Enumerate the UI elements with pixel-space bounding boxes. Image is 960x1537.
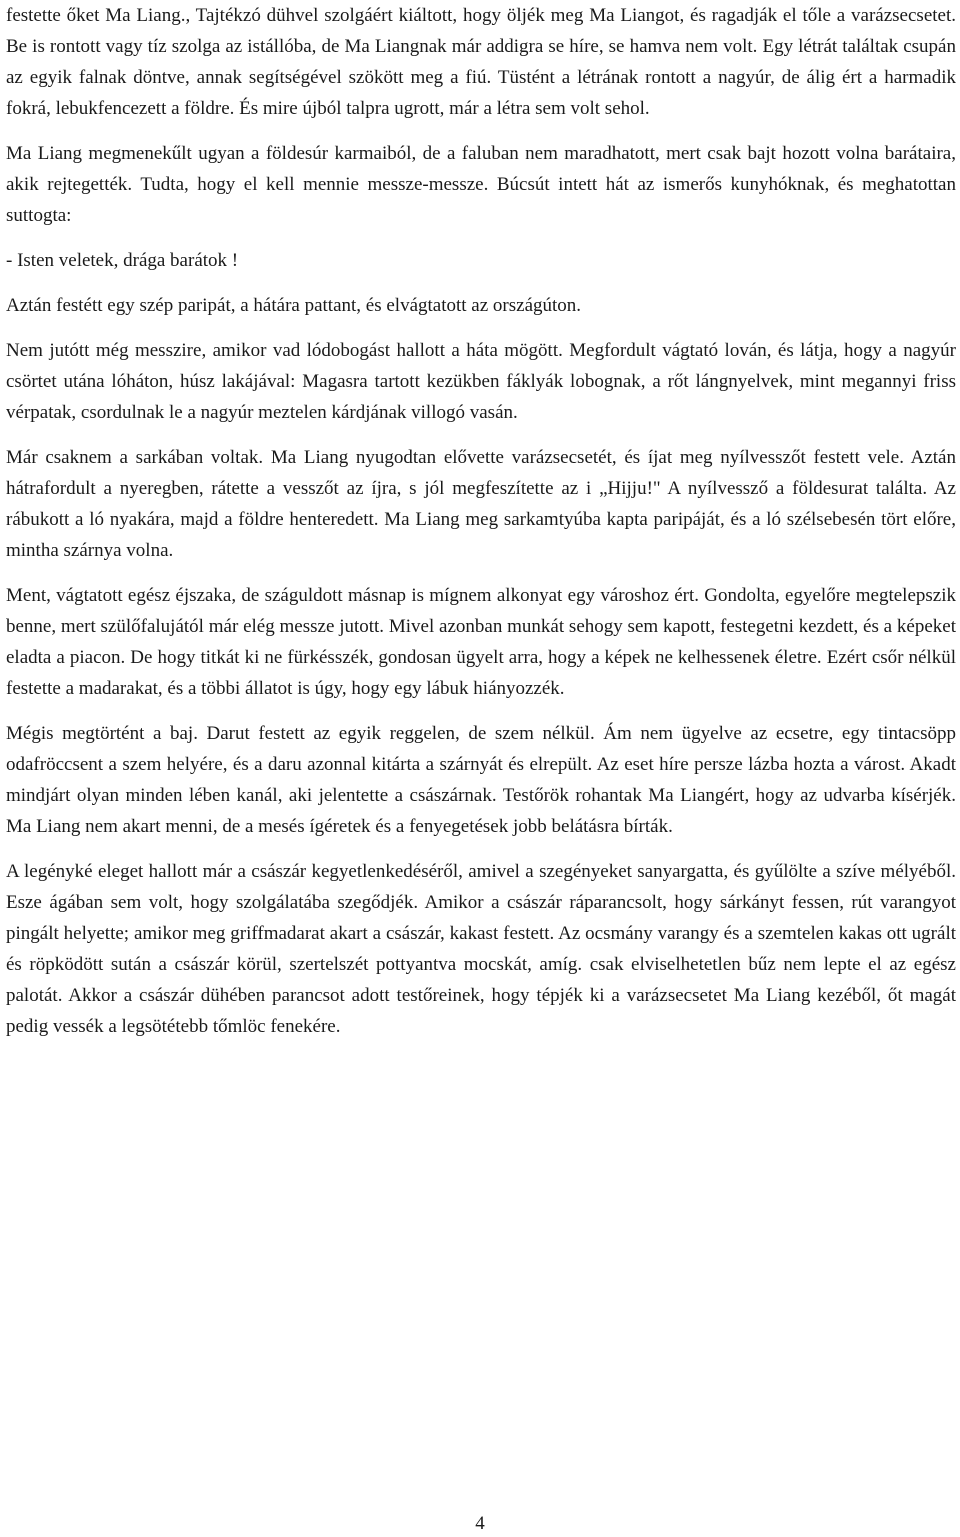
page-number: 4: [475, 1513, 485, 1534]
paragraph-8: Mégis megtörtént a baj. Darut festett az egyik reggelen, de szem nélkül. Ám nem ügyelve az ecsetre, egy tintacsöpp odafröccsent a szem helyére, és a daru azonnal kitárta a szárnyát és elrepült. Az eset híre persze lázba hozta a várost. Akadt mindjárt olyan minden lében kanál, aki jelentette a császárnak. Testőrök rohantak Ma Liangért, hogy az udvarba kísérjék. Ma Liang nem akart menni, de a mesés ígéretek és a fenyegetések jobb belátásra bírták.: [6, 723, 956, 837]
document-body: [6, 0, 956, 1042]
paragraph-3: - Isten veletek, drága barátok !: [6, 250, 239, 271]
paragraph-7: Ment, vágtatott egész éjszaka, de száguldott másnap is mígnem alkonyat egy városhoz ért. Gondolta, egyelőre megtelepszik benne, mert szülőfalujától már elég messze jutott. Mivel azonban munkát sehogy sem kapott, festegetni kezdett, és a képeket eladta a piacon. De hogy titkát ki ne fürkésszék, gondosan ügyelt arra, hogy a képek ne kelhessenek életre. Ezért csőr nélkül festette a madarakat, és a többi állatot is úgy, hogy egy lábuk hiányozzék.: [6, 585, 956, 699]
paragraph-4: Aztán festétt egy szép paripát, a hátára pattant, és elvágtatott az országúton.: [6, 295, 582, 316]
paragraph-1: festette őket Ma Liang., Tajtékzó dühvel szolgáért kiáltott, hogy öljék meg Ma Liangot, és ragadják el tőle a varázsecsetet. Be is rontott vagy tíz szolga az istállóba, de Ma Liangnak már addigra se híre, se hamva nem volt. Egy létrát találtak csupán az egyik falnak döntve, annak segítségével szökött meg a fiú. Tüstént a létrának rontott a nagyúr, de álig ért a harmadik fokrá, lebukfencezett a földre. És mire újból talpra ugrott, már a létra sem volt sehol.: [6, 5, 956, 119]
paragraph-5: Nem jutótt még messzire, amikor vad lódobogást hallott a háta mögött. Megfordult vágtató lován, és látja, hogy a nagyúr csörtet utána lóháton, húsz lakájával: Magasra tartott kezükben fáklyák lobognak, a rőt lángnyelvek, mint megannyi friss vérpatak, csordulnak le a nagyúr meztelen kárdjának villogó vasán.: [6, 340, 956, 423]
paragraph-9: A legényké eleget hallott már a császár kegyetlenkedéséről, amivel a szegényeket sanyargatta, és gyűlölte a szíve mélyéből. Esze ágában sem volt, hogy szolgálatába szegődjék. Amikor a császár ráparancsolt, hogy sárkányt fessen, rút varangyot pingált helyette; amikor meg griffmadarat akart a császár, kakast festett. Az ocsmány varangy és a szemtelen kakas ott ugrált és röpködött sután a császár körül, szertelszét pottyantva mocskát, amíg. csak elviselhetetlen bűz nem lepte el az egész palotát. Akkor a császár dühében parancsot adott testőreinek, hogy tépjék ki a varázsecsetet Ma Liang kezéből, őt magát pedig vessék a legsötétebb tőmlöc fenekére.: [6, 861, 956, 1037]
paragraph-2: Ma Liang megmenekűlt ugyan a földesúr karmaiból, de a faluban nem maradhatott, mert csak bajt hozott volna barátaira, akik rejtegették. Tudta, hogy el kell mennie messze-messze. Búcsút intett hát az ismerős kunyhóknak, és meghatottan suttogta:: [6, 143, 956, 226]
paragraph-6: Már csaknem a sarkában voltak. Ma Liang nyugodtan elővette varázsecsetét, és íjat meg nyílvesszőt festett vele. Aztán hátrafordult a nyeregben, rátette a vesszőt az íjra, s jól megfeszítette az i „Hijju!" A nyílvessző a földesurat találta. Az rábukott a ló nyakára, majd a földre henteredett. Ma Liang meg sarkamtyúba kapta paripáját, és a ló szélsebesén tört előre, mintha szárnya volna.: [6, 447, 956, 561]
